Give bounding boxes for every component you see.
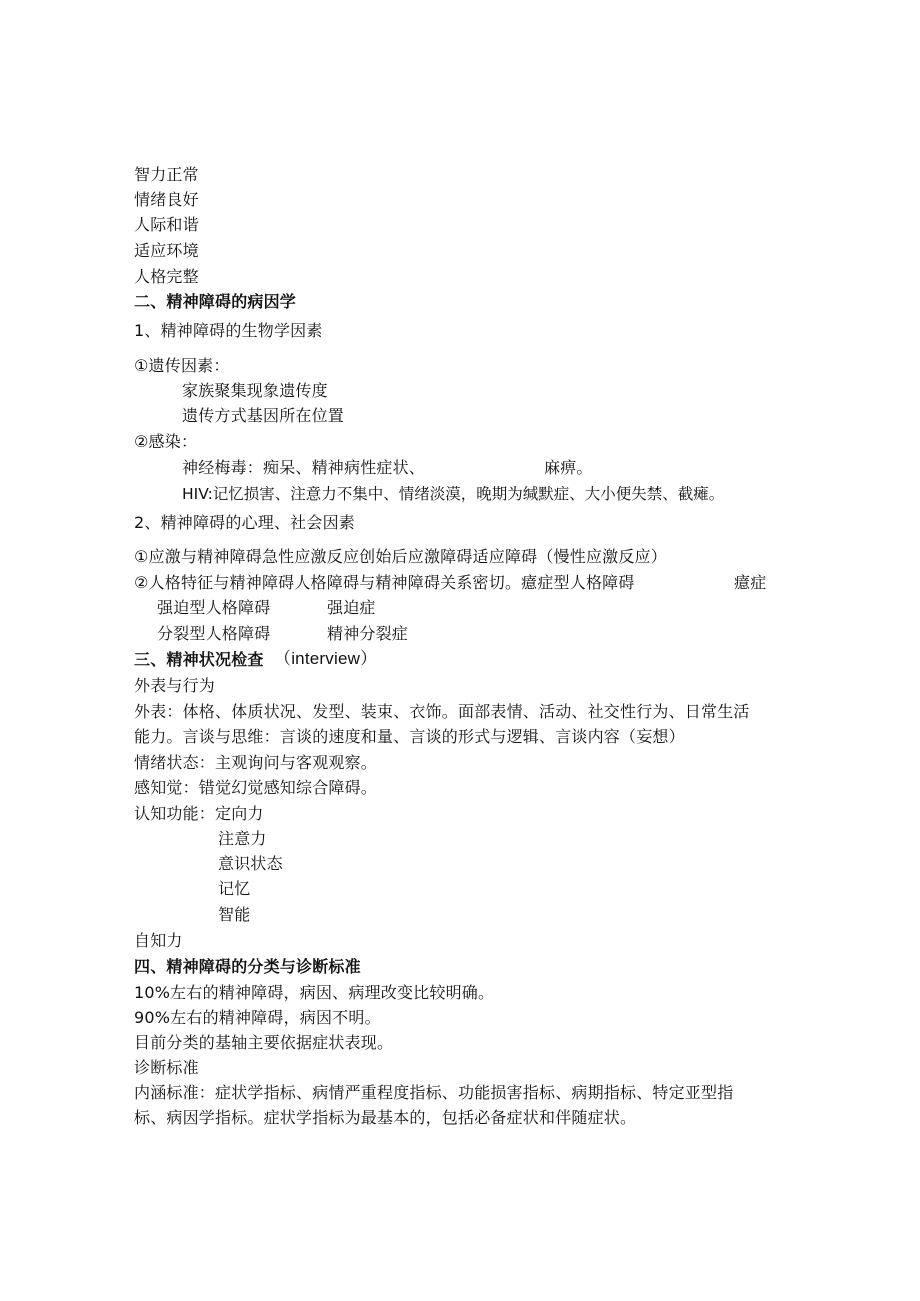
text-line: 认知功能：定向力 [134, 804, 264, 823]
text-line: 强迫症 [327, 598, 376, 617]
text-line: 90%左右的精神障碍，病因不明。 [134, 1008, 381, 1027]
text-line: 注意力 [218, 829, 267, 848]
text-line: 能力。言谈与思维：言谈的速度和量、言谈的形式与逻辑、言谈内容（妄想） [134, 727, 685, 746]
text-line: 情绪状态：主观询问与客观观察。 [134, 753, 378, 772]
text-line: 智能 [218, 905, 251, 924]
text-line: 家族聚集现象遗传度 [182, 381, 328, 400]
text-line: 外表：体格、体质状况、发型、装束、衣饰。面部表情、活动、社交性行为、日常生活 [134, 702, 750, 721]
text-line: HIV:记忆损害、注意力不集中、情绪淡漠，晚期为缄默症、大小便失禁、截瘫。 [182, 485, 725, 503]
section-heading: 四、精神障碍的分类与诊断标准 [134, 957, 361, 976]
text-line: 精神分裂症 [327, 624, 409, 643]
text-line: 记忆 [218, 879, 251, 898]
text-line: 情绪良好 [134, 190, 199, 209]
text-line: 适应环境 [134, 241, 199, 260]
text-line: 智力正常 [134, 165, 199, 184]
section-heading-note: （interview） [274, 649, 378, 668]
text-line: 内涵标准：症状学指标、病情严重程度指标、功能损害指标、病期指标、特定亚型指 [134, 1083, 734, 1102]
text-line: 人格完整 [134, 267, 199, 286]
text-line: 意识状态 [218, 854, 283, 873]
text-line: 自知力 [134, 931, 183, 950]
text-line: 癔症 [734, 573, 767, 592]
subsection-heading: 1、精神障碍的生物学因素 [134, 321, 323, 340]
text-line: 遗传方式基因所在位置 [182, 406, 345, 425]
text-line: 外表与行为 [134, 676, 216, 695]
section-heading: 二、精神障碍的病因学 [134, 292, 297, 311]
text-line: 诊断标准 [134, 1058, 199, 1077]
text-line: 麻痹。 [544, 458, 593, 477]
section-heading: 三、精神状况检查 [134, 650, 264, 669]
text-line: ①遗传因素： [134, 356, 230, 375]
text-line: 感知觉：错觉幻觉感知综合障碍。 [134, 778, 378, 797]
text-line: ①应激与精神障碍急性应激反应创始后应激障碍适应障碍（慢性应激反应） [134, 547, 667, 566]
text-line: 标、病因学指标。症状学指标为最基本的，包括必备症状和伴随症状。 [134, 1108, 637, 1127]
text-line: 强迫型人格障碍 [157, 598, 271, 617]
text-line: 10%左右的精神障碍，病因、病理改变比较明确。 [134, 983, 495, 1002]
text-line: 分裂型人格障碍 [157, 624, 271, 643]
text-line: 神经梅毒：痴呆、精神病性症状、 [182, 458, 426, 477]
text-line: 目前分类的基轴主要依据症状表现。 [134, 1033, 394, 1052]
text-line: ②人格特征与精神障碍人格障碍与精神障碍关系密切。癔症型人格障碍 [134, 573, 635, 592]
subsection-heading: 2、精神障碍的心理、社会因素 [134, 513, 355, 532]
text-line: 人际和谐 [134, 215, 199, 234]
text-line: ②感染： [134, 432, 198, 451]
